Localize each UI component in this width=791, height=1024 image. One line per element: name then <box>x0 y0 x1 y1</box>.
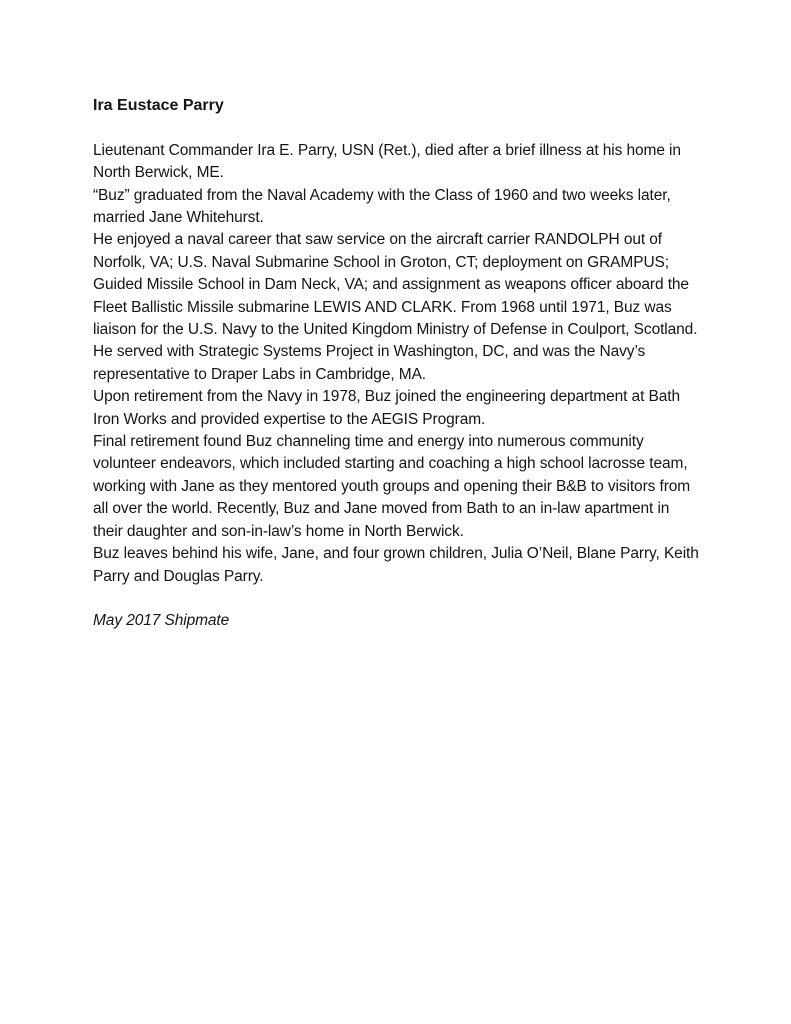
paragraph-final-retirement: Final retirement found Buz channeling time and energy into numerous community volunteer endeavors, which included starting and coaching a high school lacrosse team, working with Jane as they mentored youth groups and opening their B&B to visitors from all over the world. Recently, Buz and Jane moved from Bath to an in-law apartment in their daughter and son-in-law’s home in North Berwick. <box>93 433 691 540</box>
paragraph-naval-career: He enjoyed a naval career that saw service on the aircraft carrier RANDOLPH out of Norfolk, VA; U.S. Naval Submarine School in Groton, CT; deployment on GRAMPUS; Guided Missile School in Dam Neck, VA; and assignment as weapons officer aboard the Fleet Ballistic Missile submarine LEWIS AND CLARK. From 1968 until 1971, Buz was liaison for the U.S. Navy to the United Kingdom Ministry of Defense in Coulport, Scotland. He served with Strategic Systems Project in Washington, DC, and was the Navy’s representative to Draper Labs in Cambridge, MA. <box>93 231 698 383</box>
paragraph-death-notice: Lieutenant Commander Ira E. Parry, USN (Ret.), died after a brief illness at his home in North Berwick, ME. <box>93 141 681 182</box>
source-attribution: May 2017 Shipmate <box>93 612 230 630</box>
paragraph-surviving-family: Buz leaves behind his wife, Jane, and four grown children, Julia O’Neil, Blane Parry, Keith Parry and Douglas Parry. <box>93 545 699 585</box>
paragraph-navy-retirement: Upon retirement from the Navy in 1978, Buz joined the engineering department at Bath Iron Works and provided expertise to the AEGIS Program. <box>93 388 680 428</box>
obituary-title: Ira Eustace Parry <box>93 97 224 114</box>
paragraph-graduation-marriage: “Buz” graduated from the Naval Academy with the Class of 1960 and two weeks later, married Jane Whitehurst. <box>93 186 671 227</box>
obituary-body <box>93 140 699 633</box>
